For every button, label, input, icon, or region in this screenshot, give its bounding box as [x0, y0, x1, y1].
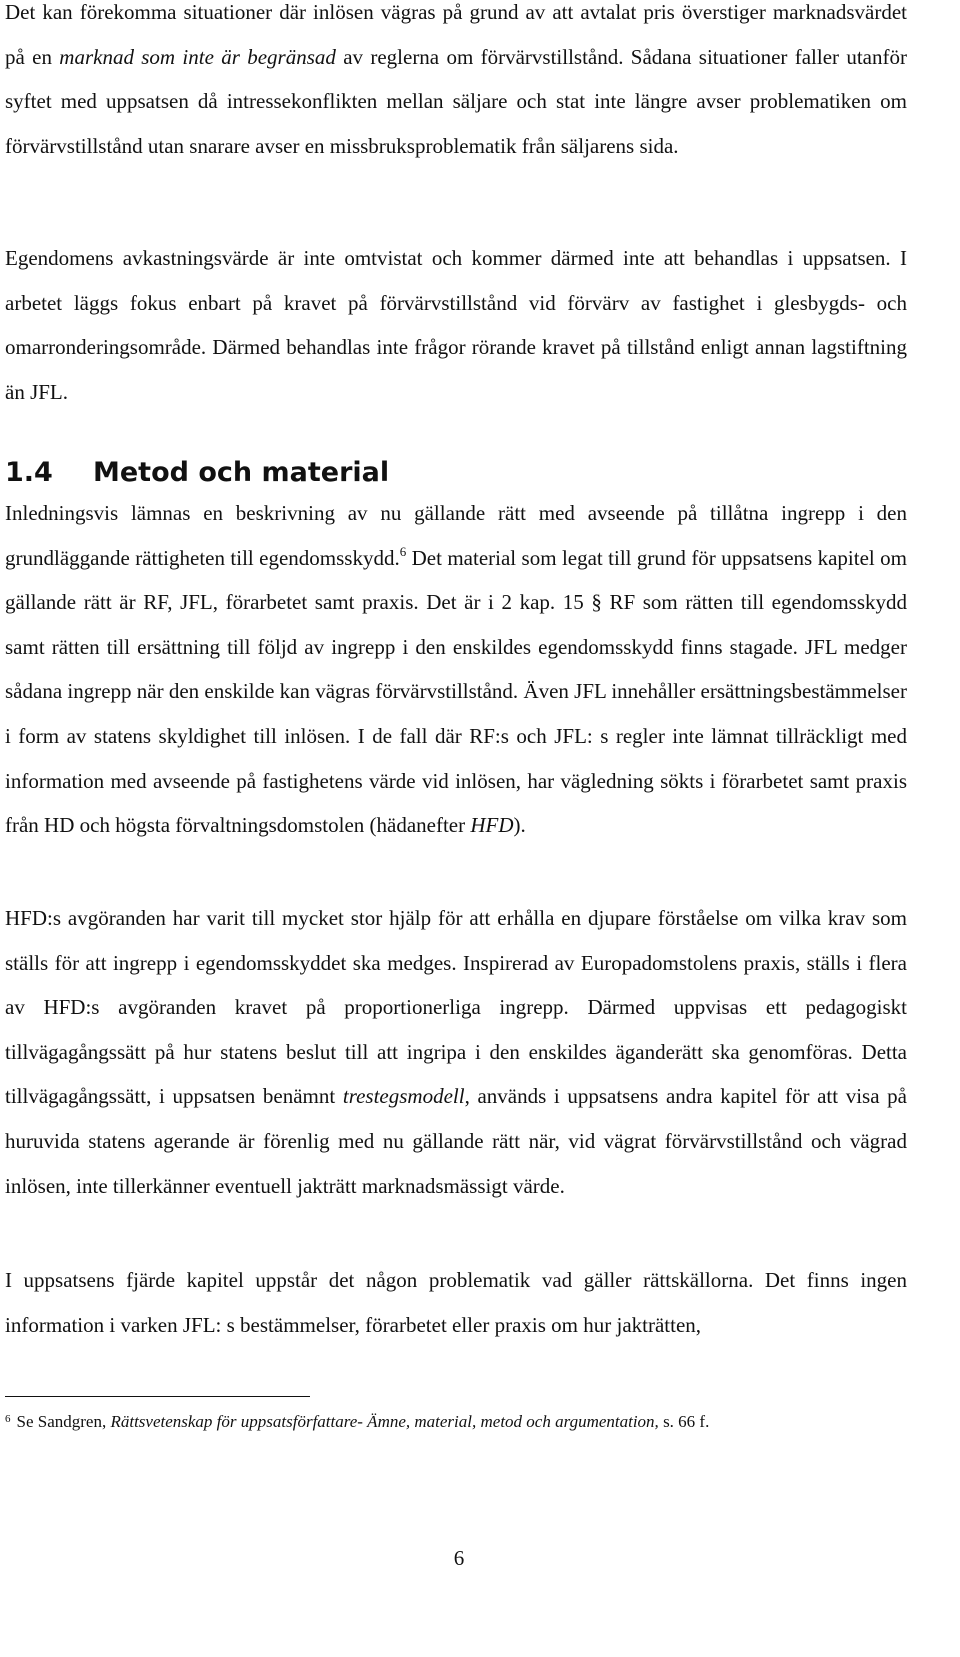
footnote-text: Se Sandgren, — [16, 1412, 111, 1431]
section-heading — [5, 455, 389, 491]
paragraph-text: Det kan förekomma situationer där inlösen vägras på grund av att avtalat pris överstiger marknadsvärdet på en — [5, 0, 907, 69]
paragraph-inlosen-situationer — [5, 0, 907, 168]
footnote-text: s. 66 f. — [658, 1412, 710, 1431]
paragraph-hfd-avgoranden — [5, 896, 907, 1208]
paragraph-text: , används i uppsatsens andra kapitel för att visa på huruvida statens agerande är förenlig med nu gällande rätt när, vid vägrat förvärvstillstånd och vägrad inlösen, inte tillerkänner eventuell jakträtt marknadsmässigt värde. — [5, 1084, 907, 1198]
italic-phrase: trestegsmodell — [342, 1084, 465, 1109]
paragraph-text: ). — [513, 813, 526, 838]
paragraph-text: av reglerna om förvärvstillstånd. Sådana situationer faller utanför syftet med uppsatsen då intressekonflikten mellan säljare och stat inte längre avser problematiken om förvärvstillstånd utan snarare avser en missbruksproblematik från säljarens sida. — [5, 44, 907, 158]
footnote-number: 6 — [5, 1413, 11, 1425]
italic-phrase: HFD — [470, 813, 514, 838]
footnote-divider — [5, 1396, 310, 1397]
footnote-reference[interactable]: 6 — [399, 543, 407, 559]
paragraph-text: Inledningsvis lämnas en beskrivning av nu gällande rätt med avseende på tillåtna ingrepp i den grundläggande rättigheten till egendomsskydd. — [5, 501, 907, 570]
paragraph-metod — [5, 491, 907, 848]
section-number: 1.4 — [5, 457, 53, 488]
paragraph-fjarde-kapitel: I uppsatsens fjärde kapitel uppstår det någon problematik vad gäller rättskällorna. Det finns ingen information i varken JFL: s bestämmelser, förarbetet eller praxis om hur jakträtten, — [5, 1268, 907, 1337]
section-title: Metod och material — [93, 457, 390, 488]
page-number: 6 — [453, 1546, 465, 1570]
paragraph-text: HFD:s avgöranden har varit till mycket stor hjälp för att erhålla en djupare förståelse om vilka krav som ställs för att ingrepp i egendomsskyddet ska medges. Inspirerad av Europadomstolens praxis, ställs i flera av HFD:s avgöranden kravet på proportionerliga ingrepp. Därmed uppvisas ett pedagogiskt tillvägagångssätt på hur statens beslut till att ingripa i den enskildes äganderätt ska genomföras. Detta tillvägagångssätt, i uppsatsen benämnt — [5, 906, 907, 1109]
footnote — [5, 1407, 709, 1434]
paragraph-text: Det material som legat till grund för uppsatsens kapitel om gällande rätt är RF, JFL, förarbetet samt praxis. Det är i 2 kap. 15 § RF som rätten till egendomsskydd samt rätten till ersättning till följd av ingrepp i den enskildes egendomsskydd finns stagade. JFL medger sådana ingrepp när den enskilde kan vägras förvärvstillstånd. Även JFL innehåller ersättningsbestämmelser i form av statens skyldighet till inlösen. I de fall där RF:s och JFL: s regler inte lämnat tillräckligt med information med avseende på fastighetens värde vid inlösen, har vägledning sökts i förarbetet samt praxis från HD och högsta förvaltningsdomstolen (hädanefter — [5, 545, 907, 838]
italic-phrase: marknad som inte är begränsad — [59, 44, 336, 69]
footnote-title: Rättsvetenskap för uppsatsförfattare- Ämne, material, metod och argumentation, — [110, 1412, 659, 1431]
paragraph-avkastningsvarde: Egendomens avkastningsvärde är inte omtvistat och kommer därmed inte att behandlas i uppsatsen. I arbetet läggs fokus enbart på kravet på förvärvstillstånd vid förvärv av fastighet i glesbygds- och omarronderingsområde. Därmed behandlas inte frågor rörande kravet på tillstånd enligt annan lagstiftning än JFL. — [5, 246, 907, 404]
